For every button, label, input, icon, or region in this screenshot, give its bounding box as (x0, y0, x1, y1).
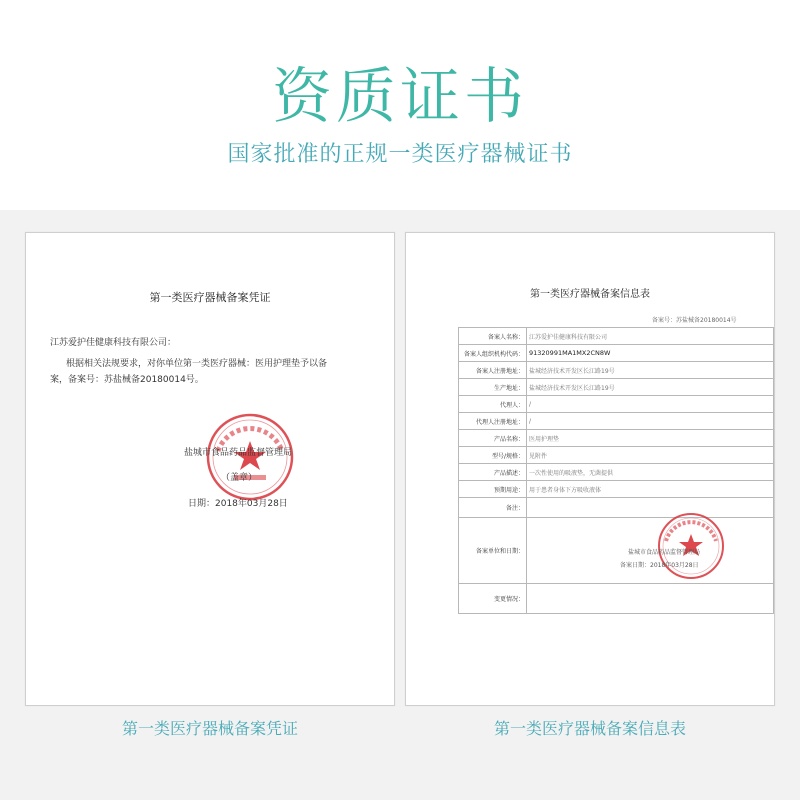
row-label: 预期用途： (459, 481, 527, 498)
row-label: 备注： (459, 498, 527, 518)
table-row (459, 328, 774, 345)
form-issuing-authority: 盐城市食品药品监督管理局 (628, 549, 701, 556)
page-subtitle: 国家批准的正规一类医疗器械证书 (227, 142, 573, 167)
row-value: 一次性使用的吸液垫，无菌提供 (527, 464, 774, 481)
filing-number: 备案号：苏盐械备20180014号 (652, 317, 737, 324)
table-row (459, 430, 774, 447)
row-value: 盐城经济技术开发区长江路19号 (527, 362, 774, 379)
table-row (459, 379, 774, 396)
form-filing-date: 备案日期：2018年03月28日 (620, 562, 699, 569)
row-value: 盐城经济技术开发区长江路19号 (527, 379, 774, 396)
filing-certificate-document (25, 232, 395, 706)
table-row (459, 464, 774, 481)
table-row (459, 518, 774, 584)
issuing-authority: 盐城市食品药品监督管理局 (184, 448, 293, 458)
table-row (459, 584, 774, 614)
stamp-note: （盖章） (221, 473, 258, 483)
table-row (459, 498, 774, 518)
body-text-line-1: 根据相关法规要求，对你单位第一类医疗器械：医用护理垫予以备 (66, 359, 328, 369)
table-row (459, 413, 774, 430)
row-label: 备案人组织机构代码： (459, 345, 527, 362)
row-label: 产品名称： (459, 430, 527, 447)
row-value: 用于患者身体下方吸收液体 (527, 481, 774, 498)
row-value: 医用护理垫 (527, 430, 774, 447)
table-row (459, 362, 774, 379)
caption-filing-certificate: 第一类医疗器械备案凭证 (121, 719, 298, 738)
table-row (459, 447, 774, 464)
document-title: 第一类医疗器械备案信息表 (530, 289, 650, 300)
row-label: 备案单位和日期： (459, 518, 527, 584)
company-name: 江苏爱护佳健康科技有限公司： (50, 338, 177, 348)
row-value: 91320991MA1MX2CN8W (527, 345, 774, 362)
row-label: 代理人： (459, 396, 527, 413)
info-table (458, 327, 774, 614)
caption-filing-info-form: 第一类医疗器械备案信息表 (493, 719, 686, 738)
row-value: / (527, 396, 774, 413)
row-label: 备案人名称： (459, 328, 527, 345)
row-label: 生产地址： (459, 379, 527, 396)
row-label: 型号/规格： (459, 447, 527, 464)
row-value: / (527, 413, 774, 430)
table-row (459, 396, 774, 413)
issue-date: 日期：2018年03月28日 (188, 499, 288, 509)
row-label: 产品描述： (459, 464, 527, 481)
page-title: 资质证书 (272, 62, 528, 132)
filing-info-form-document (405, 232, 775, 706)
row-value (527, 498, 774, 518)
row-label: 代理人注册地址： (459, 413, 527, 430)
table-row (459, 345, 774, 362)
body-text-line-2: 案，备案号：苏盐械备20180014号。 (50, 375, 204, 385)
row-value: 江苏爱护佳健康科技有限公司 (527, 328, 774, 345)
table-row (459, 481, 774, 498)
row-label: 变更情况： (459, 584, 527, 614)
row-value: 见附件 (527, 447, 774, 464)
row-label: 备案人注册地址： (459, 362, 527, 379)
document-title: 第一类医疗器械备案凭证 (149, 291, 271, 304)
row-value (527, 584, 774, 614)
